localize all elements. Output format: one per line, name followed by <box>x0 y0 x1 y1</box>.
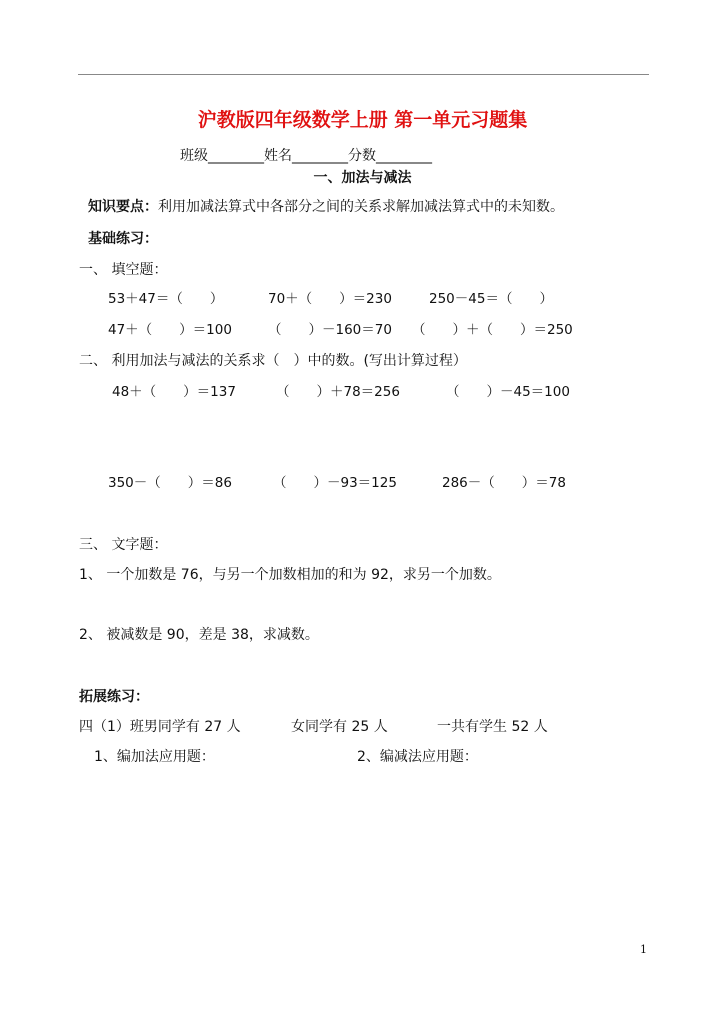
header-rule <box>78 74 649 75</box>
part2-problem: （ ）－93＝125 <box>273 475 397 491</box>
extension-fact: 女同学有 25 人 <box>291 719 388 735</box>
extension-fact: 一共有学生 52 人 <box>437 719 548 735</box>
student-info-line: 班级________姓名________分数________ <box>180 148 432 164</box>
part1-problem: 47＋（ ）＝100 <box>108 322 232 338</box>
extension-task: 2、编减法应用题： <box>357 749 478 765</box>
key-points-text: 利用加减法算式中各部分之间的关系求解加减法算式中的未知数。 <box>158 199 564 215</box>
part1-problem: 53＋47＝（ ） <box>108 291 224 307</box>
section-heading: 一、加法与减法 <box>313 170 412 186</box>
part2-problem: 48＋（ ）＝137 <box>112 384 236 400</box>
word-problem-1: 1、 一个加数是 76，与另一个加数相加的和为 92，求另一个加数。 <box>79 567 501 583</box>
part2-problem: （ ）＋78＝256 <box>276 384 400 400</box>
part2-problem: （ ）－45＝100 <box>446 384 570 400</box>
part1-heading: 一、 填空题： <box>79 262 168 278</box>
part2-heading: 二、 利用加法与减法的关系求（ ）中的数。(写出计算过程） <box>79 353 467 369</box>
word-problem-2: 2、 被减数是 90，差是 38，求减数。 <box>79 627 319 643</box>
extension-label: 拓展练习： <box>79 689 149 705</box>
part1-problem: （ ）＋（ ）＝250 <box>412 322 573 338</box>
key-points-label: 知识要点： <box>88 199 158 215</box>
part1-problem: 70＋（ ）＝230 <box>268 291 392 307</box>
extension-fact: 四（1）班男同学有 27 人 <box>79 719 241 735</box>
key-points <box>88 200 564 214</box>
part2-problem: 286－（ ）＝78 <box>442 475 566 491</box>
part3-heading: 三、 文字题： <box>79 537 168 553</box>
basic-practice-label: 基础练习： <box>88 231 158 247</box>
page-number: 1 <box>640 943 647 956</box>
part1-problem: （ ）－160＝70 <box>268 322 392 338</box>
part1-problem: 250－45＝（ ） <box>429 291 553 307</box>
part2-problem: 350－（ ）＝86 <box>108 475 232 491</box>
page-title: 沪教版四年级数学上册 第一单元习题集 <box>197 109 528 131</box>
extension-task: 1、编加法应用题： <box>94 749 215 765</box>
